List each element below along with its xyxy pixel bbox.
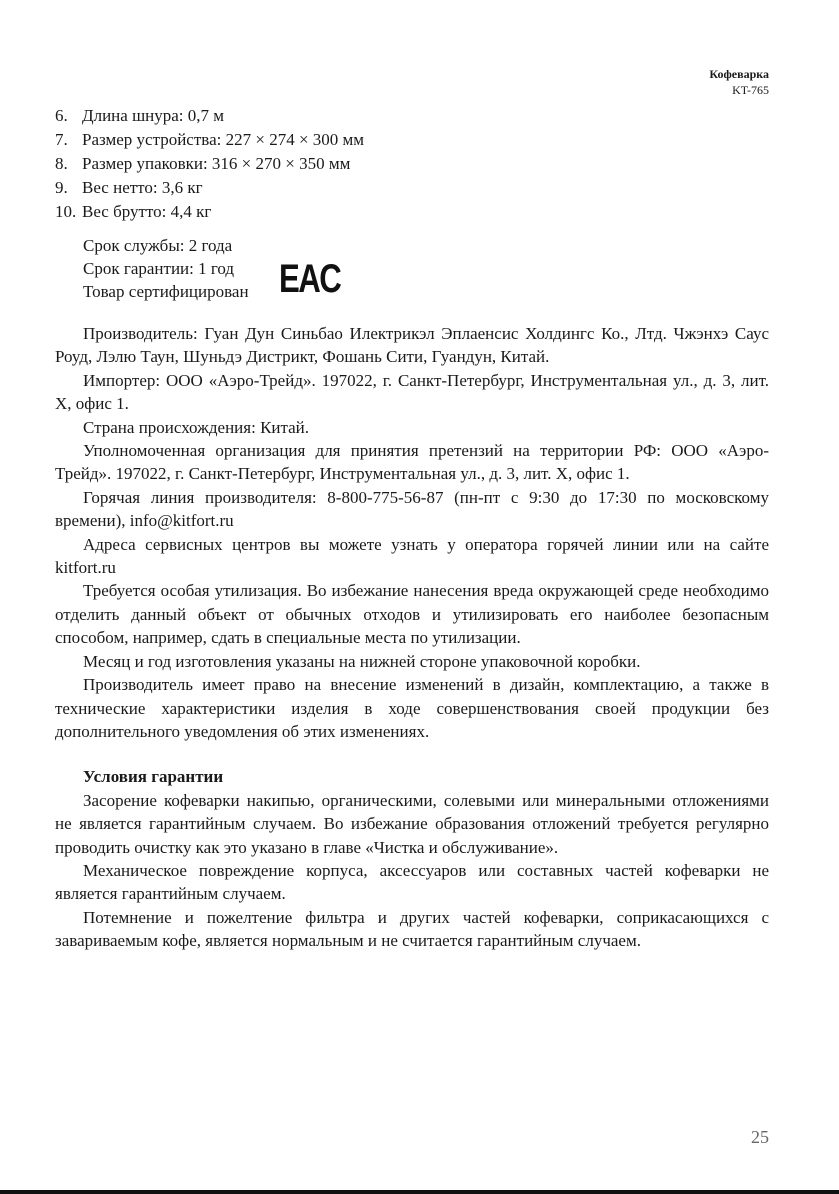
warranty-paragraph: Механическое повреждение корпуса, аксессуаров или составных частей кофеварки не является гарантийным случаем.	[55, 860, 769, 904]
list-item	[55, 200, 775, 224]
header-title: Кофеварка	[709, 67, 769, 81]
paragraph-disposal: Требуется особая утилизация. Во избежание нанесения вреда окружающей среде необходимо отделить данный объект от обычных отходов и утилизировать его наиболее безопасным способом, например, сдать в специальные места по утилизации.	[55, 581, 769, 648]
list-item-number: 7.	[55, 130, 68, 149]
paragraph-origin: Страна происхождения: Китай.	[83, 417, 310, 437]
paragraph-importer: Импортер: ООО «Аэро-Трейд». 197022, г. Санкт-Петербург, Инструментальная ул., д. 3, лит. Х, офис 1.	[55, 370, 769, 414]
list-item	[55, 176, 775, 200]
list-item	[55, 152, 775, 176]
list-item-text: Вес брутто: 4,4 кг	[82, 202, 212, 221]
list-item-number: 8.	[55, 154, 68, 173]
warranty-paragraph: Засорение кофеварки накипью, органическими, солевыми или минеральными отложениями не является гарантийным случаем. Во избежание образования отложений требуется регулярно проводить очистку как это указано в главе «Чистка и обслуживание».	[55, 790, 769, 857]
bottom-rule	[0, 1190, 839, 1194]
list-item	[55, 128, 775, 152]
service-life: Срок службы: 2 года	[83, 236, 233, 255]
list-item-number: 10.	[55, 202, 77, 221]
list-item-text: Размер упаковки: 316 × 270 × 350 мм	[82, 154, 351, 173]
certification-block	[83, 234, 341, 303]
paragraph-hotline: Горячая линия производителя: 8-800-775-56-87 (пн-пт с 9:30 до 17:30 по московскому времени), info@kitfort.ru	[55, 487, 769, 531]
page-number: 25	[751, 1127, 769, 1147]
warranty-period: Срок гарантии: 1 год	[83, 259, 235, 278]
header-model: KT-765	[732, 83, 769, 97]
paragraph-manufacture-date: Месяц и год изготовления указаны на нижней стороне упаковочной коробки.	[83, 651, 641, 671]
list-item-text: Размер устройства: 227 × 274 × 300 мм	[82, 130, 365, 149]
list-item-text: Длина шнура: 0,7 м	[82, 106, 225, 125]
paragraph-changes: Производитель имеет право на внесение изменений в дизайн, комплектацию, а также в технические характеристики изделия в ходе совершенствования своей продукции без дополнительного уведомления об этих изменениях.	[55, 675, 769, 741]
list-item-number: 6.	[55, 106, 68, 125]
eac-mark-icon: EAC	[279, 257, 341, 301]
main-text	[55, 322, 769, 953]
warranty-heading: Условия гарантии	[83, 767, 224, 787]
specifications-list	[55, 104, 775, 224]
certified-note: Товар сертифицирован	[83, 282, 249, 301]
paragraph-claims: Уполномоченная организация для принятия претензий на территории РФ: ООО «Аэро-Трейд». 197022, г. Санкт-Петербург, Инструментальная ул., д. 3, лит. Х, офис 1.	[55, 441, 769, 484]
list-item-number: 9.	[55, 178, 68, 197]
paragraph-service-centers: Адреса сервисных центров вы можете узнать у оператора горячей линии или на сайте kitfort.ru	[55, 534, 769, 578]
list-item	[55, 104, 775, 128]
paragraph-manufacturer: Производитель: Гуан Дун Синьбао Илектрикэл Эплаенсис Холдингс Ко., Лтд. Чжэнхэ Саус Роуд, Лэлю Таун, Шуньдэ Дистрикт, Фошань Сити, Гуандун, Китай.	[55, 324, 769, 367]
list-item-text: Вес нетто: 3,6 кг	[82, 178, 203, 197]
section-spacer	[55, 743, 769, 765]
warranty-paragraph: Потемнение и пожелтение фильтра и других частей кофеварки, соприкасающихся с завариваемым кофе, является нормальным и не считается гарантийным случаем.	[55, 907, 769, 951]
running-header	[709, 66, 769, 98]
